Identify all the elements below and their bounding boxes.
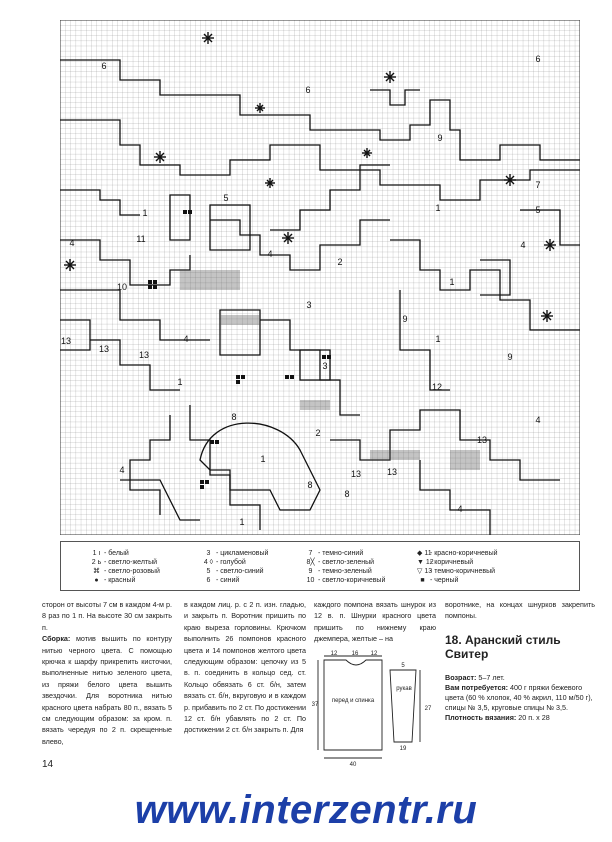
text-column-1 — [42, 599, 172, 747]
spec-age: Возраст: 5–7 лет. — [445, 673, 505, 682]
chart-label: 8 — [307, 480, 313, 490]
chart-label: 3 — [306, 300, 312, 310]
chart-label: 1 — [435, 203, 441, 213]
chart-label: 4 — [119, 465, 125, 475]
paragraph: воротнике, на концах шнурков закрепить помпоны. — [445, 600, 595, 621]
legend-item: 8╳ - светло-зеленый — [306, 559, 375, 566]
chart-label: 13 — [476, 435, 488, 445]
chart-label: 1 — [142, 208, 148, 218]
chart-label: 3 — [322, 361, 328, 371]
legend-item: ▽ 13 - темно-коричневый — [417, 568, 496, 575]
text-column-3 — [314, 599, 436, 645]
assembly-text: мотив вышить по контуру нитью черного цвета. С помощью крючка к шарфу прикрепить кисточки, выполненные нитью зеленого цвета, из пряжи белого цвета вышить звездочки. Для воротника нитью красного цвета набрать 80 п., вязать 5 см следующим образом: за кром. п. вязать чередуя по 2 п. скрещенные влево, — [42, 634, 172, 746]
legend-item: ■ - черный — [420, 577, 459, 584]
chart-label: 4 — [69, 238, 75, 248]
chart-label: 1 — [177, 377, 183, 387]
legend-item: 7 - темно-синий — [308, 550, 364, 557]
chart-label: 1 — [435, 334, 441, 344]
dim-label: 16 — [351, 651, 359, 657]
color-legend — [60, 541, 580, 591]
chart-label: 13 — [138, 350, 150, 360]
dim-label: 40 — [349, 762, 357, 768]
chart-label: 2 — [337, 257, 343, 267]
dim-label: 27 — [424, 706, 432, 712]
text-column-4 — [445, 599, 595, 622]
paragraph: в каждом лиц. р. с 2 п. изн. гладью, и закрыть п. Воротник пришить по краю выреза горловины. Крючком выполнить 26 помпонов красного цвета и 14 помпонов желтого цвета следующим образом: цепочку из 5 в. п. соединить в кольцо сед. ст. Кольцо обвязать 6 ст. б/н, затем вязать ст. б/н, вкруговую и в каждом р. прибавить по 2 ст. По достижении 12 ст. б/н убавлять по 2 ст. По достижении 2 ст. б/н закрыть п. Для — [184, 600, 306, 735]
garment-schematic — [312, 650, 440, 770]
chart-label: 8 — [231, 412, 237, 422]
legend-item: ● - красный — [94, 577, 136, 584]
chart-label: 8 — [344, 489, 350, 499]
legend-item: ◆ 11 - красно-коричневый — [417, 550, 498, 557]
dim-label: 12 — [330, 651, 338, 657]
dim-label: 19 — [399, 746, 407, 752]
legend-item: 1 ı - белый — [92, 550, 129, 557]
chart-label: 1 — [239, 517, 245, 527]
chart-label: 13 — [60, 336, 72, 346]
paragraph: каждого помпона вязать шнурок из 12 в. п. Шнурки красного цвета пришить по нижнему краю джемпера, желтые – на — [314, 600, 436, 644]
chart-label: 2 — [315, 428, 321, 438]
sleeve-label: рукав — [396, 686, 412, 692]
watermark: www.interzentr.ru — [134, 788, 478, 832]
paragraph: сторон от высоты 7 см в каждом 4-м р. 8 раз по 1 п. На высоте 30 см закрыть п. — [42, 600, 172, 632]
legend-item: ⌘ - светло-розовый — [93, 568, 160, 575]
knitting-chart — [60, 20, 580, 535]
chart-label: 4 — [535, 415, 541, 425]
chart-label: 13 — [386, 467, 398, 477]
text-column-2 — [184, 599, 306, 736]
chart-label: 6 — [101, 61, 107, 71]
spec-materials: Вам потребуется: 400 г пряжи бежевого цвета (60 % хлопок, 40 % акрил, 110 м/50 г), спицы № 3,5, круговые спицы № 3,5. — [445, 683, 593, 712]
dim-label: 12 — [370, 651, 378, 657]
chart-label: 4 — [183, 334, 189, 344]
legend-item: 5 - светло-синий — [206, 568, 264, 575]
chart-label: 13 — [350, 469, 362, 479]
front-back-label: перед и спинка — [331, 698, 375, 704]
chart-label: 6 — [305, 85, 311, 95]
chart-label: 10 — [116, 282, 128, 292]
spec-gauge: Плотность вязания: 20 п. х 28 — [445, 713, 550, 722]
chart-label: 12 — [431, 382, 443, 392]
dim-label: 37 — [312, 702, 319, 708]
dim-label: 5 — [401, 663, 405, 669]
legend-item: 2 ь - светло-желтый — [91, 559, 158, 566]
legend-item: 3 - цикламеновый — [206, 550, 269, 557]
chart-label: 13 — [98, 344, 110, 354]
section-title: 18. Аранский стиль Свитер — [445, 633, 561, 661]
chart-label: 9 — [437, 133, 443, 143]
chart-label: 9 — [507, 352, 513, 362]
chart-label: 7 — [535, 180, 541, 190]
chart-label: 4 — [457, 504, 463, 514]
chart-label: 1 — [260, 454, 266, 464]
chart-label: 4 — [520, 240, 526, 250]
pattern-specs — [445, 673, 595, 723]
chart-label: 1 — [449, 277, 455, 287]
chart-label: 5 — [223, 193, 229, 203]
legend-item: ▼ 12 - коричневый — [417, 559, 474, 566]
chart-label: 11 — [136, 234, 146, 244]
chart-label: 6 — [535, 54, 541, 64]
chart-label: 9 — [402, 314, 408, 324]
assembly-heading: Сборка: — [42, 634, 71, 644]
chart-label: 5 — [535, 205, 541, 215]
legend-item: 9 - темно-зеленый — [308, 568, 372, 575]
chart-label: 4 — [267, 249, 273, 259]
legend-item: 4 ◊ - голубой — [203, 559, 246, 566]
paragraph — [42, 633, 172, 747]
page-number: 14 — [42, 759, 54, 770]
legend-item: 10 - светло-коричневый — [306, 577, 386, 584]
legend-item: 6 - синий — [206, 577, 240, 584]
